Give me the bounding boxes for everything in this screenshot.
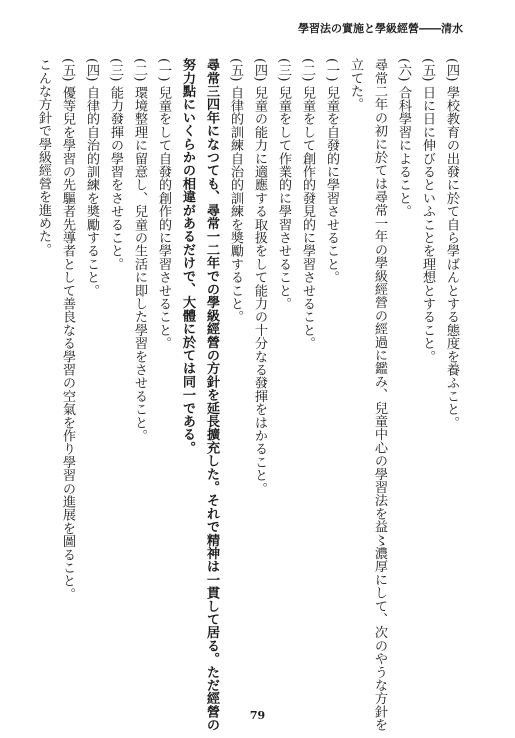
text-line: 立てた。 (348, 58, 363, 111)
text-line: こんな方針で學級經營を進めた。 (36, 58, 51, 256)
text-line: (四) 自律的自治的訓練を奬勵すること。 (84, 58, 99, 297)
text-line: 努力點にいくらかの相違があるだけで、大體に於ては同一である。 (180, 58, 195, 454)
text-line: (三) 兒童をして作業的に學習させること。 (276, 58, 291, 311)
text-line: (二) 兒童をして創作的發見的に學習させること。 (300, 58, 315, 350)
text-line: (四) 學校教育の出發に於て自ら學ばんとする態度を養ふこと。 (444, 58, 459, 429)
running-header: 學習法の實施と學級經營――清水 (298, 22, 463, 35)
text-line: (四) 兒童の能力に適應する取扱をして能力の十分なる發揮をはかること。 (252, 58, 267, 495)
text-line: (三) 能力發揮の學習をさせること。 (108, 58, 123, 271)
text-line: (二) 環境整理に留意し、兒童の生活に即した學習をさせること。 (132, 58, 147, 443)
text-line: 尋常二年の初に於ては尋常一年の學級經營の經過に鑑み、兒童中心の學習法を益〻濃厚にして、次のやうな方針を (372, 58, 387, 732)
text-line: (五) 日に日に伸びるといふことを理想とすること。 (420, 58, 435, 363)
text-line: 尋常三四年になつても、尋常一二年での學級經營の方針を延長擴充した。それで精神は一貫して居る。ただ經營の (204, 58, 219, 732)
text-line: (五) 優等兒を學習の先驅者先導者として善良なる學習の空氣を作り學習の進展を圖ること。 (60, 58, 75, 601)
text-line: (一) 兒童をして自發的創作的に學習させること。 (156, 58, 171, 350)
text-line: (五) 自律的訓練自治的訓練を奬勵すること。 (228, 58, 243, 324)
text-line: (六) 合科學習によること。 (396, 58, 411, 218)
page-number: 79 (249, 709, 266, 722)
text-line: (一) 兒童を自發的に學習させること。 (324, 58, 339, 284)
